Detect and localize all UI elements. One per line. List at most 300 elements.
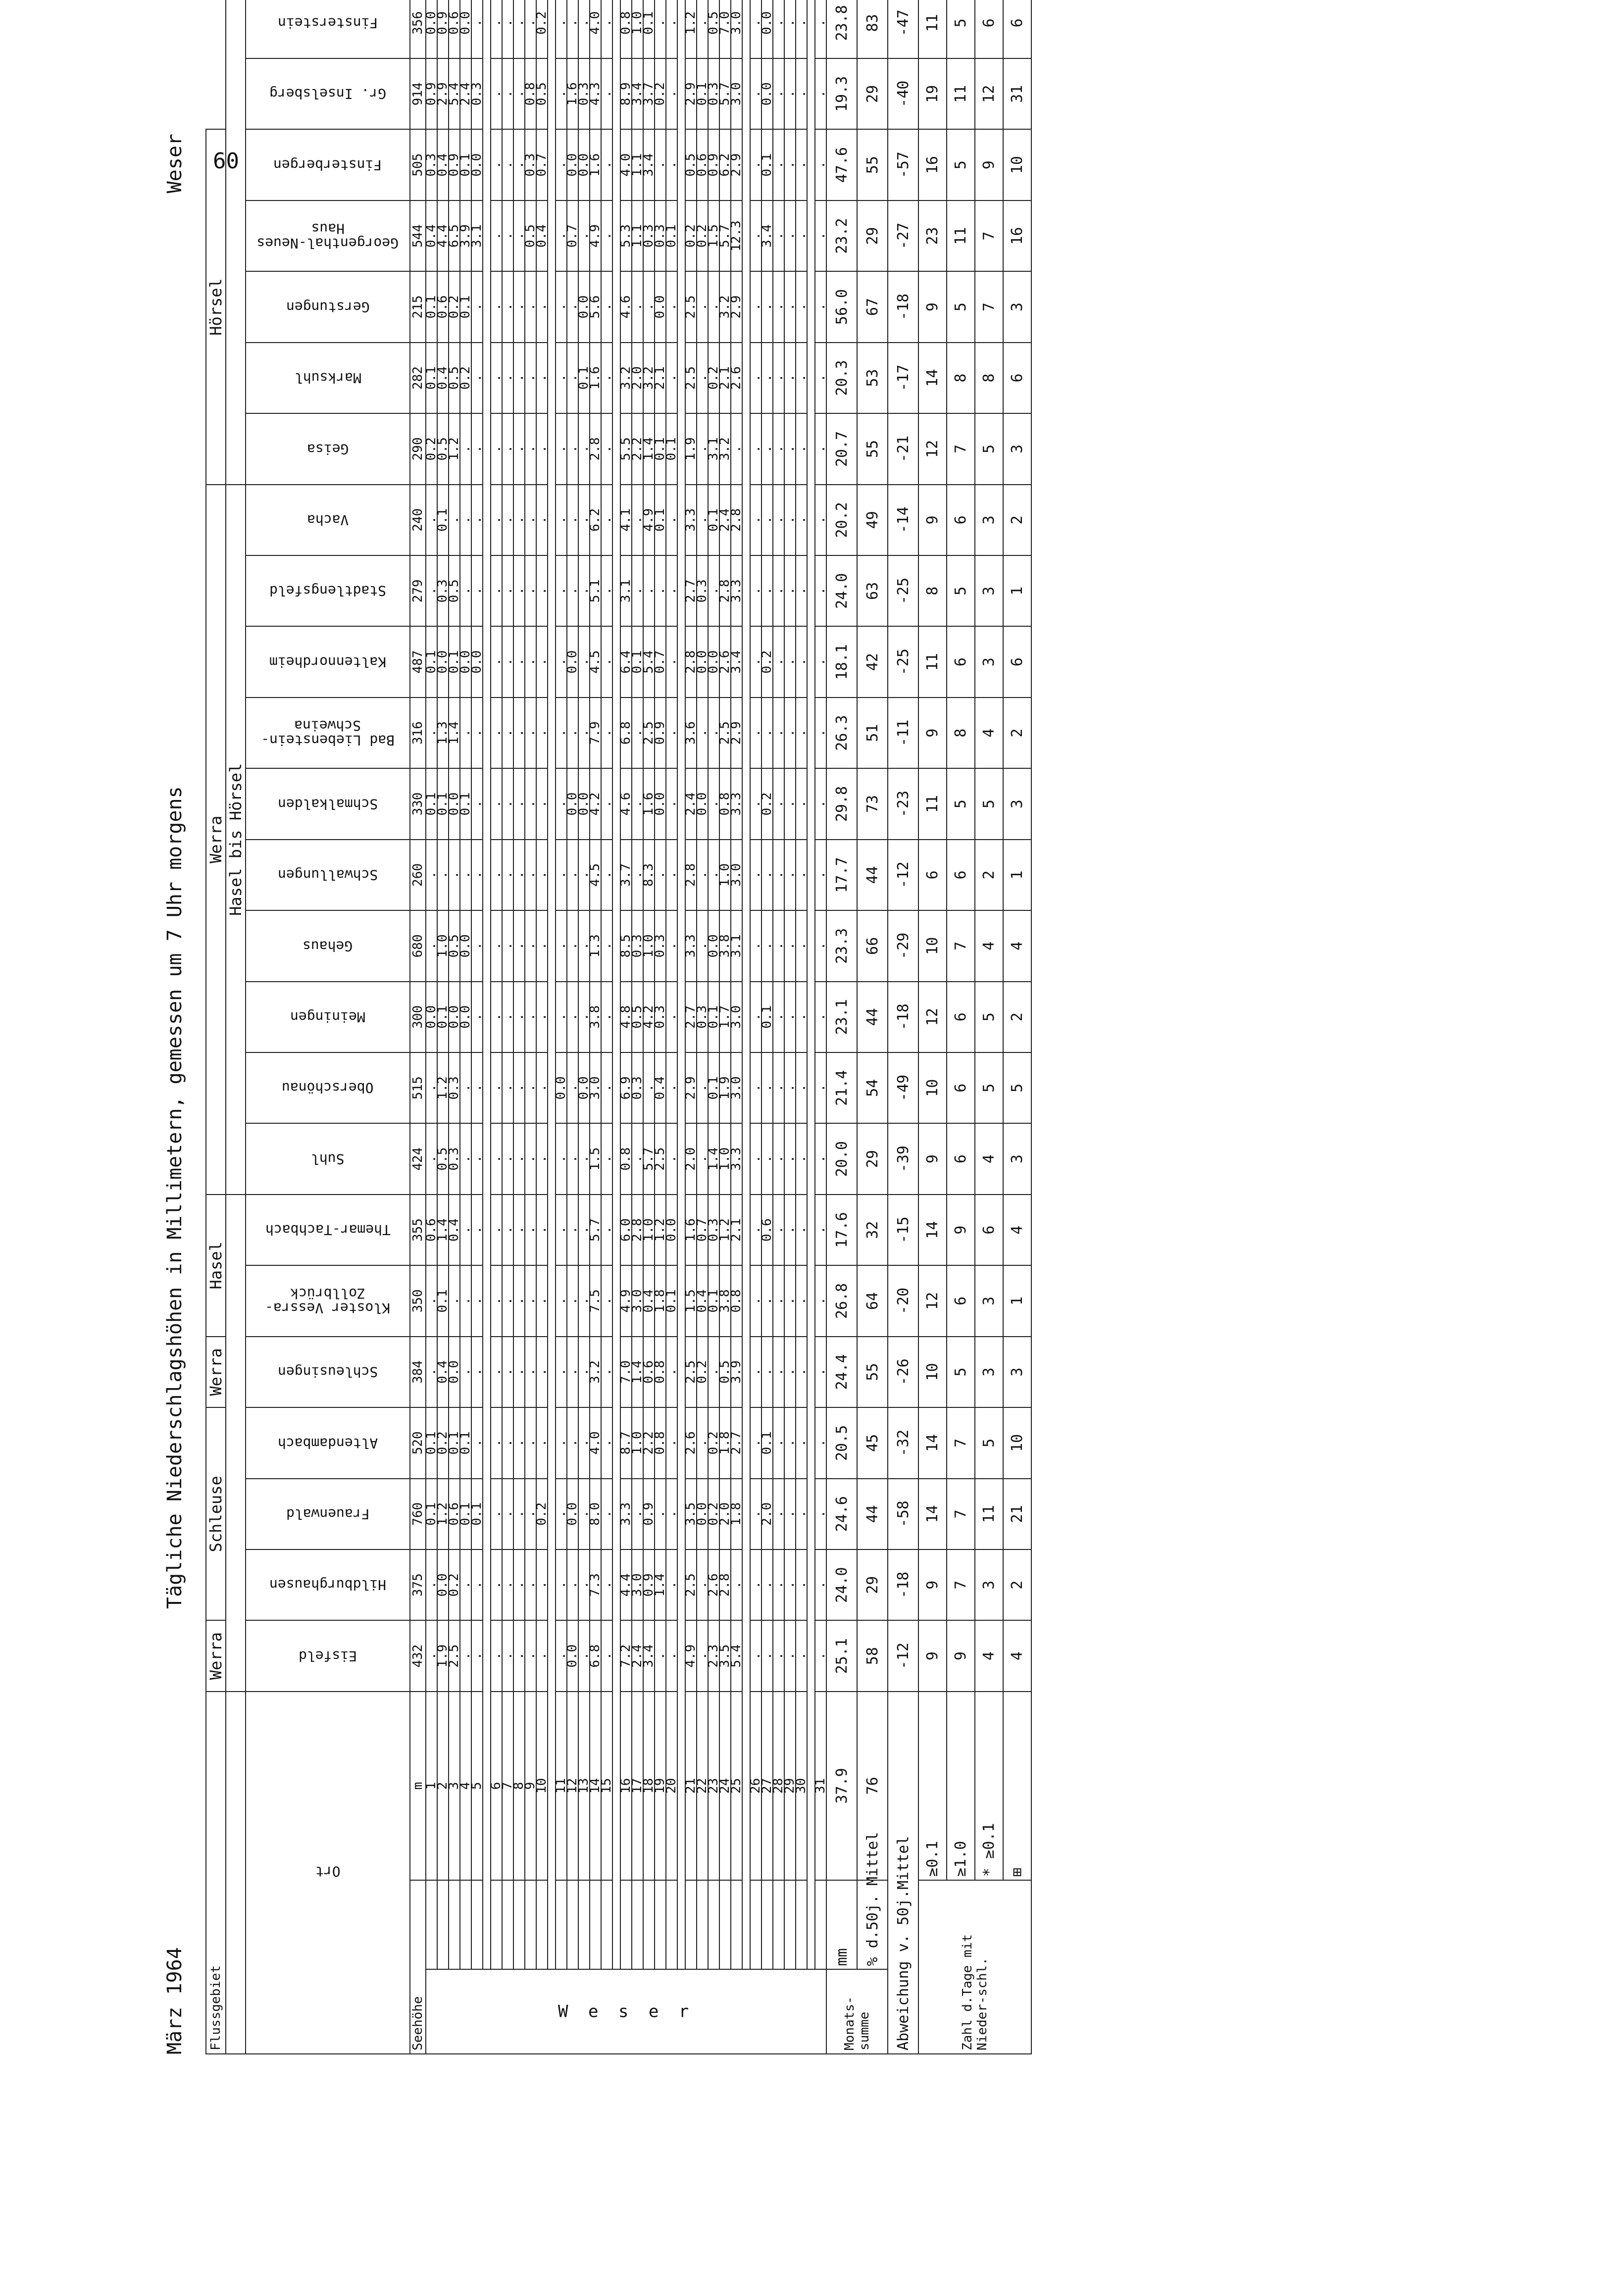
deviation-value: -14 [888, 485, 918, 555]
day-value: . [731, 1549, 742, 1620]
day-value: . [784, 200, 796, 271]
deviation-value: -11 [888, 698, 918, 768]
day-value: . [513, 1407, 525, 1478]
days-ge-1-0-value: 5 [947, 0, 975, 58]
day-value: 2.9 [731, 698, 742, 768]
day-value: 0.2 [697, 1337, 708, 1407]
day-value: 0.0 [708, 626, 719, 697]
day-value: . [666, 1549, 677, 1620]
day-value: 1.3 [590, 910, 601, 981]
day-value: 4.9 [590, 200, 601, 271]
day-value: . [460, 1123, 471, 1194]
thunder-days-value: 10 [1003, 1407, 1031, 1478]
day-value: . [491, 1337, 502, 1407]
day-number: 23 [708, 1692, 719, 1880]
day-value: . [502, 910, 513, 981]
day-value: . [601, 1479, 612, 1549]
day-value: 3.0 [731, 0, 742, 58]
station-elevation: 355 [410, 1195, 426, 1265]
day-spacer [460, 1880, 471, 1970]
day-value: . [815, 58, 826, 129]
day-value: 5.5 [620, 413, 632, 484]
day-value: . [449, 840, 460, 910]
day-value: . [556, 413, 567, 484]
station-name-text: Finsterbergen [273, 156, 382, 173]
day-value: . [761, 1549, 773, 1620]
day-value: 1.2 [685, 0, 697, 58]
day-number: 13 [578, 1692, 590, 1880]
day-number: 28 [773, 1692, 784, 1880]
day-value: . [525, 1620, 536, 1691]
day-value: 7.0 [719, 0, 731, 58]
deviation-value: -32 [888, 1407, 918, 1478]
station-name [246, 1407, 410, 1478]
day-value: 0.1 [426, 343, 437, 413]
station-name-text: Bad Liebenstein-Schweina [261, 717, 395, 749]
day-value: 2.8 [719, 555, 731, 626]
day-value: . [784, 1479, 796, 1549]
blank-cell [226, 1195, 246, 1692]
day-value: 0.0 [437, 626, 449, 697]
deviation-value: -40 [888, 58, 918, 129]
percent-of-mean-value: 64 [857, 1265, 888, 1336]
day-value: . [784, 698, 796, 768]
day-value: 8.5 [620, 910, 632, 981]
day-value: . [632, 768, 643, 839]
day-value: . [556, 840, 567, 910]
day-value: . [556, 1620, 567, 1691]
day-value: . [578, 1123, 590, 1194]
day-value: . [513, 129, 525, 200]
day-value: 2.8 [731, 485, 742, 555]
day-value: 8.9 [620, 58, 632, 129]
day-value: . [601, 1123, 612, 1194]
station-name [246, 840, 410, 910]
day-value: . [601, 200, 612, 271]
day-value: . [643, 271, 655, 342]
day-spacer [761, 1880, 773, 1970]
days-ge-0-1-value: 9 [918, 1620, 947, 1691]
station-name-text: Oberschönau [282, 1080, 374, 1097]
day-value: 3.3 [731, 1123, 742, 1194]
days-ge-1-0-value: 5 [947, 1337, 975, 1407]
snow-days-value: 3 [975, 485, 1003, 555]
thunder-days-value: 3 [1003, 768, 1031, 839]
day-value: . [491, 982, 502, 1052]
day-value: 2.8 [590, 413, 601, 484]
day-value: 0.6 [437, 271, 449, 342]
days-ge-1-0-value: 7 [947, 1479, 975, 1549]
station-name-text: Suhl [311, 1150, 345, 1167]
day-value: 4.1 [620, 485, 632, 555]
days-ge-1-0-value: 5 [947, 129, 975, 200]
day-value: 0.1 [666, 413, 677, 484]
day-value: . [601, 1620, 612, 1691]
day-value: 0.1 [437, 768, 449, 839]
station-elevation: 424 [410, 1123, 426, 1194]
day-value: . [796, 1052, 807, 1123]
day-value: . [491, 200, 502, 271]
day-value: 3.2 [620, 343, 632, 413]
day-value: . [449, 485, 460, 555]
day-value: . [502, 1620, 513, 1691]
day-value: . [513, 343, 525, 413]
day-spacer [590, 1880, 601, 1970]
day-value: 2.9 [731, 271, 742, 342]
day-value: 0.1 [708, 485, 719, 555]
day-value: . [815, 1549, 826, 1620]
day-value: 0.3 [697, 982, 708, 1052]
day-value: 0.0 [437, 1549, 449, 1620]
day-value: 5.7 [719, 200, 731, 271]
station-name-text: Vacha [306, 512, 349, 529]
day-value: 0.0 [567, 129, 578, 200]
day-value: . [750, 343, 761, 413]
day-value: . [502, 413, 513, 484]
day-value: 3.0 [731, 1052, 742, 1123]
station-name [246, 58, 410, 129]
day-value: . [796, 555, 807, 626]
day-value: . [815, 0, 826, 58]
day-value: . [750, 840, 761, 910]
deviation-value: -18 [888, 982, 918, 1052]
station-elevation: 240 [410, 485, 426, 555]
monthly-sum-value: 23.8 [826, 0, 857, 58]
thunder-days-value: 2 [1003, 1549, 1031, 1620]
day-value: . [796, 0, 807, 58]
day-value: 0.0 [578, 271, 590, 342]
day-value: 0.6 [426, 1195, 437, 1265]
deviation-value: -20 [888, 1265, 918, 1336]
day-value: . [815, 768, 826, 839]
day-value: . [750, 1052, 761, 1123]
day-value: . [449, 1265, 460, 1336]
day-value: . [556, 1479, 567, 1549]
day-value: . [513, 1052, 525, 1123]
day-value: . [697, 910, 708, 981]
day-value: . [697, 1052, 708, 1123]
day-value: . [773, 626, 784, 697]
day-value: 0.3 [708, 58, 719, 129]
day-spacer [697, 1880, 708, 1970]
day-value: 0.3 [449, 1052, 460, 1123]
day-value: . [815, 1195, 826, 1265]
day-value: 1.0 [632, 0, 643, 58]
day-value: . [815, 1265, 826, 1336]
day-value: . [697, 0, 708, 58]
day-value: . [796, 768, 807, 839]
day-value: . [796, 200, 807, 271]
day-value: . [750, 626, 761, 697]
day-value: 0.5 [708, 0, 719, 58]
day-value: 0.0 [449, 982, 460, 1052]
snow-days-value: 3 [975, 1265, 1003, 1336]
day-value: 0.1 [426, 1479, 437, 1549]
day-value: . [536, 1549, 548, 1620]
day-value: 0.7 [697, 1195, 708, 1265]
day-value: . [556, 910, 567, 981]
day-value: . [750, 200, 761, 271]
days-ge-1-0-value: 7 [947, 910, 975, 981]
day-value: 2.6 [731, 343, 742, 413]
day-value: 5.7 [590, 1195, 601, 1265]
day-value: . [697, 1620, 708, 1691]
percent-of-mean-value: 53 [857, 343, 888, 413]
day-value: . [655, 129, 666, 200]
day-value: 4.3 [590, 58, 601, 129]
day-value: 2.1 [655, 343, 666, 413]
day-value: 0.4 [449, 1195, 460, 1265]
day-value: 0.9 [708, 129, 719, 200]
day-value: 0.9 [449, 129, 460, 200]
day-value: . [761, 555, 773, 626]
station-elevation: 544 [410, 200, 426, 271]
day-value: 8.3 [643, 840, 655, 910]
day-value: 0.4 [655, 1052, 666, 1123]
day-value: . [784, 58, 796, 129]
snow-days-value: 5 [975, 982, 1003, 1052]
deviation-value: -25 [888, 626, 918, 697]
day-value: 6.2 [590, 485, 601, 555]
day-value: . [815, 200, 826, 271]
day-value: 1.4 [632, 1337, 643, 1407]
day-value: 2.0 [685, 1123, 697, 1194]
day-value: . [502, 1549, 513, 1620]
monthly-sum-value: 20.2 [826, 485, 857, 555]
day-value: . [491, 1479, 502, 1549]
day-value: 3.3 [685, 910, 697, 981]
day-value: . [567, 1123, 578, 1194]
day-value: . [697, 413, 708, 484]
day-value: . [815, 840, 826, 910]
seehoehe-label: Seehöhe [410, 1880, 426, 2054]
snow-days-label: * ≥0.1 [975, 1692, 1003, 1880]
station-name [246, 626, 410, 697]
day-value: . [525, 768, 536, 839]
day-value: 1.5 [590, 1123, 601, 1194]
day-value: 5.3 [620, 200, 632, 271]
day-spacer [437, 1880, 449, 1970]
snow-days-value: 5 [975, 413, 1003, 484]
day-number: 22 [697, 1692, 708, 1880]
day-value: . [556, 200, 567, 271]
day-value: 1.9 [437, 1620, 449, 1691]
day-number: 18 [643, 1692, 655, 1880]
day-value: 0.1 [437, 982, 449, 1052]
day-value: 4.5 [590, 840, 601, 910]
day-value: 2.8 [632, 1195, 643, 1265]
day-value: . [761, 910, 773, 981]
day-value: 3.0 [590, 1052, 601, 1123]
deviation-value: -25 [888, 555, 918, 626]
monthly-sum-value: 24.6 [826, 1479, 857, 1549]
thunder-days-value: 1 [1003, 1265, 1031, 1336]
day-value: . [784, 413, 796, 484]
day-value: . [761, 1123, 773, 1194]
day-value: . [502, 1265, 513, 1336]
day-value: 4.8 [620, 982, 632, 1052]
day-value: 0.1 [708, 1265, 719, 1336]
day-value: . [471, 1123, 483, 1194]
day-spacer [719, 1880, 731, 1970]
day-value: 1.4 [643, 413, 655, 484]
day-value: . [666, 698, 677, 768]
day-value: 0.7 [655, 626, 666, 697]
day-value: 4.9 [620, 1265, 632, 1336]
monthly-sum-value: 56.0 [826, 271, 857, 342]
thunder-days-value: 4 [1003, 910, 1031, 981]
day-value: . [750, 1123, 761, 1194]
day-value: 3.0 [632, 1549, 643, 1620]
day-value: . [815, 1052, 826, 1123]
day-value: . [536, 271, 548, 342]
subgroup-header: Hasel bis Hörsel [226, 485, 246, 1195]
thunder-days-value: 6 [1003, 343, 1031, 413]
day-value: . [750, 768, 761, 839]
station-elevation: 300 [410, 982, 426, 1052]
day-number: 19 [655, 1692, 666, 1880]
day-value: . [784, 0, 796, 58]
day-value: . [471, 1052, 483, 1123]
day-value: . [471, 1549, 483, 1620]
day-value: 0.2 [708, 1479, 719, 1549]
day-value: . [666, 1620, 677, 1691]
day-value: . [437, 840, 449, 910]
day-value: 0.1 [426, 1407, 437, 1478]
day-value: . [601, 0, 612, 58]
day-value: . [697, 1123, 708, 1194]
day-value: . [502, 1123, 513, 1194]
day-value: 0.5 [449, 343, 460, 413]
day-value: . [697, 343, 708, 413]
snow-days-value: 2 [975, 840, 1003, 910]
day-value: 0.8 [620, 1123, 632, 1194]
day-number: 7 [502, 1692, 513, 1880]
snow-days-value: 9 [975, 129, 1003, 200]
day-value: 0.3 [655, 910, 666, 981]
days-ge-1-0-value: 6 [947, 982, 975, 1052]
snow-days-value: 3 [975, 1549, 1003, 1620]
day-value: . [773, 1265, 784, 1336]
day-value: . [784, 271, 796, 342]
day-value: 2.8 [719, 1549, 731, 1620]
day-value: . [578, 1195, 590, 1265]
day-value: . [502, 485, 513, 555]
day-value: . [502, 343, 513, 413]
day-value: . [525, 1549, 536, 1620]
day-value: 0.1 [437, 485, 449, 555]
day-value: . [601, 1052, 612, 1123]
day-value: 0.1 [708, 1052, 719, 1123]
thunder-days-value: 2 [1003, 982, 1031, 1052]
days-ge-1-0-value: 9 [947, 1195, 975, 1265]
day-value: 1.2 [449, 413, 460, 484]
day-value: 5.7 [643, 1123, 655, 1194]
day-value: 1.8 [731, 1479, 742, 1549]
station-name-text: Meiningen [290, 1008, 365, 1025]
station-name-text: Stadtlengsfeld [269, 583, 386, 599]
day-value: . [556, 1123, 567, 1194]
day-value: 3.3 [731, 555, 742, 626]
day-value: 3.9 [460, 200, 471, 271]
day-value: 0.1 [666, 1265, 677, 1336]
day-value: . [761, 413, 773, 484]
day-value: . [601, 555, 612, 626]
day-value: 8.0 [590, 1479, 601, 1549]
day-value: 5.4 [731, 1620, 742, 1691]
day-value: . [773, 1549, 784, 1620]
days-ge-0-1-value: 16 [918, 129, 947, 200]
day-value: 3.1 [620, 555, 632, 626]
station-name-text: Schwallungen [277, 867, 378, 884]
day-number: 30 [796, 1692, 807, 1880]
snow-days-value: 7 [975, 200, 1003, 271]
day-value: . [502, 840, 513, 910]
day-value: . [502, 271, 513, 342]
station-name [246, 1337, 410, 1407]
day-value: . [796, 129, 807, 200]
day-value: . [750, 58, 761, 129]
day-value: 2.7 [685, 555, 697, 626]
days-ge-0-1-value: 23 [918, 200, 947, 271]
station-elevation: 432 [410, 1620, 426, 1691]
percent-of-mean-value: 51 [857, 698, 888, 768]
day-value: 5.7 [719, 58, 731, 129]
day-value: 5.4 [643, 626, 655, 697]
day-value: . [525, 485, 536, 555]
day-value: . [471, 555, 483, 626]
day-number: 14 [590, 1692, 601, 1880]
station-elevation: 520 [410, 1407, 426, 1478]
percent-of-mean-value: 67 [857, 271, 888, 342]
station-name [246, 910, 410, 981]
day-value: . [491, 0, 502, 58]
monthly-sum-value: 20.0 [826, 1123, 857, 1194]
day-value: . [601, 698, 612, 768]
percent-of-mean-value: 54 [857, 1052, 888, 1123]
day-value: . [784, 129, 796, 200]
day-value: 0.0 [697, 768, 708, 839]
day-value: . [460, 1265, 471, 1336]
day-value: . [502, 200, 513, 271]
day-number: 17 [632, 1692, 643, 1880]
day-value: 2.6 [708, 1549, 719, 1620]
station-name [246, 1195, 410, 1265]
monthly-sum-value: 24.0 [826, 1549, 857, 1620]
day-value: . [773, 485, 784, 555]
day-value: 5.4 [449, 58, 460, 129]
day-value: . [666, 485, 677, 555]
pentade-spacer [807, 0, 815, 1970]
day-value: . [750, 1195, 761, 1265]
day-value: 12.3 [731, 200, 742, 271]
day-value: . [815, 413, 826, 484]
day-value: . [525, 1195, 536, 1265]
day-value: 0.1 [655, 485, 666, 555]
day-value: . [632, 698, 643, 768]
day-value: 4.4 [437, 200, 449, 271]
day-value: 6.0 [620, 1195, 632, 1265]
day-value: . [697, 271, 708, 342]
day-value: . [471, 1407, 483, 1478]
day-value: 3.0 [731, 58, 742, 129]
days-ge-1-0-value: 7 [947, 413, 975, 484]
days-ge-0-1-value: 9 [918, 271, 947, 342]
percent-of-mean-value: 42 [857, 626, 888, 697]
days-ge-0-1-value: 6 [918, 840, 947, 910]
day-value: . [460, 413, 471, 484]
deviation-value: -58 [888, 1479, 918, 1549]
